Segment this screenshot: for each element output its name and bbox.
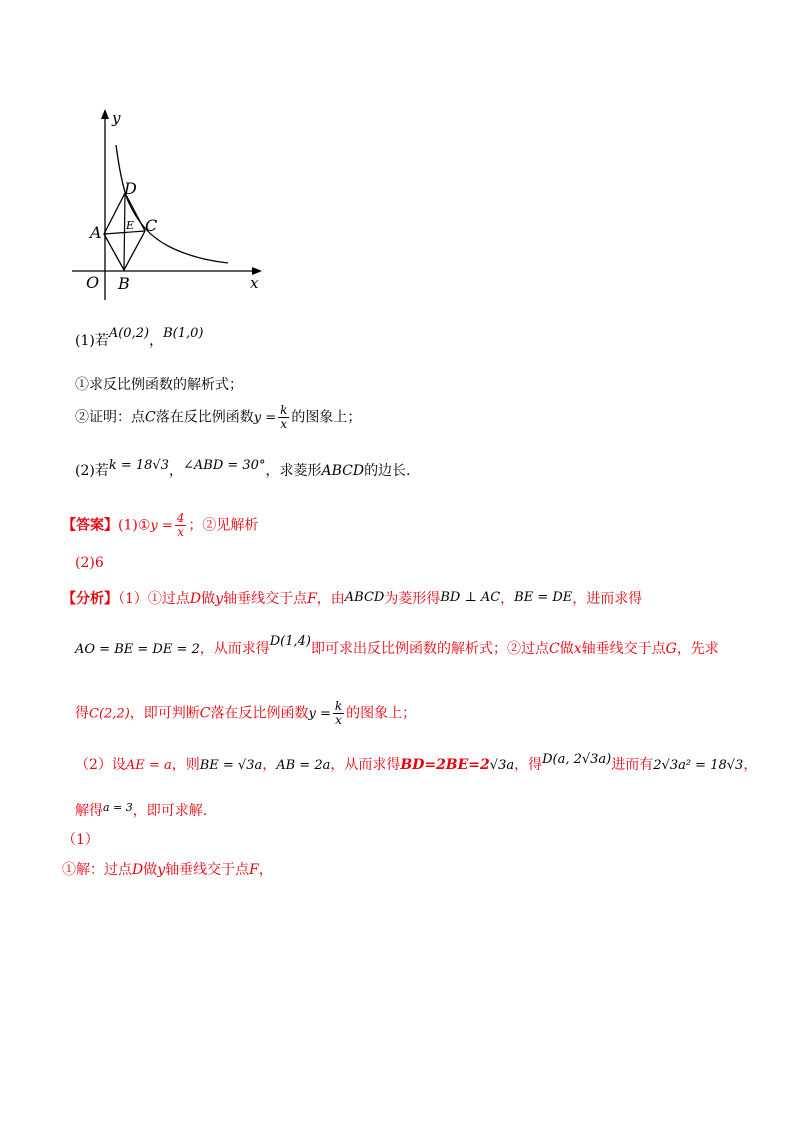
analysis-line-5 xyxy=(75,800,207,820)
analysis-l4b: ，则 xyxy=(171,757,200,773)
q2-prefix: (2)若 xyxy=(75,463,109,479)
analysis-l1e: 为菱形得 xyxy=(384,591,441,607)
question-1-line xyxy=(75,326,204,350)
label-o: O xyxy=(86,273,100,292)
analysis-l3b: ，即可判断 xyxy=(129,705,200,722)
analysis-l3-y: y = xyxy=(308,706,331,722)
analysis-l5b: ，即可求解. xyxy=(132,803,208,819)
solution-l1-d: D xyxy=(132,862,144,878)
solution-l1b: 做 xyxy=(143,862,158,878)
q1-item2-fraction xyxy=(278,404,289,431)
q1-item2-post: 的图象上； xyxy=(291,409,362,426)
analysis-l1a: （1）①过点 xyxy=(118,591,190,607)
analysis-line-1 xyxy=(62,588,642,608)
analysis-l1g: ，进而求得 xyxy=(572,591,643,607)
q2-sep: ， xyxy=(168,463,183,479)
analysis-l2-eq: AO = BE = DE = 2 xyxy=(75,642,200,657)
question-1-item-1: ①求反比例函数的解析式； xyxy=(75,377,243,393)
analysis-l2a: ，从而求得 xyxy=(199,641,270,657)
rhombus-hyperbola-figure xyxy=(60,105,270,305)
analysis-line-3 xyxy=(75,700,416,727)
analysis-l2-x: x xyxy=(573,641,582,657)
analysis-l2-c: C xyxy=(549,641,560,657)
answer-y-eq: y = xyxy=(150,518,173,534)
answer-line-2: (2)6 xyxy=(75,555,104,571)
analysis-l2b: 即可求出反比例函数的解析式；②过点 xyxy=(311,641,549,657)
answer-label: 【答案】 xyxy=(62,517,118,534)
analysis-l1-d: D xyxy=(189,591,202,607)
answer-num: 4 xyxy=(176,511,185,525)
analysis-l4a: （2）设 xyxy=(75,757,126,773)
analysis-l1f: ， xyxy=(500,591,515,607)
solution-l1d: ， xyxy=(258,862,273,878)
q2-angle: ∠ABD = 30° xyxy=(182,458,266,473)
q2-post1: ，求菱形 xyxy=(265,463,322,479)
analysis-line-4 xyxy=(75,754,757,774)
analysis-line-2 xyxy=(75,634,719,658)
analysis-l5-a: a = 3 xyxy=(103,801,133,814)
analysis-l1-y: y xyxy=(215,591,224,607)
analysis-l1-f: F xyxy=(307,591,317,607)
analysis-l4-bd: BD=2BE=2 xyxy=(400,757,490,773)
label-d: D xyxy=(124,179,137,198)
answer-part1: (1)① xyxy=(118,517,151,534)
question-2-line xyxy=(75,460,411,480)
analysis-l5a: 解得 xyxy=(75,803,103,819)
hyperbola-curve xyxy=(116,145,228,263)
analysis-l1-perp: BD ⊥ AC xyxy=(440,590,501,605)
answer-line xyxy=(62,512,258,539)
y-axis-arrow xyxy=(101,109,109,119)
solution-line-1 xyxy=(62,859,273,879)
analysis-l1-abcd: ABCD xyxy=(344,590,385,605)
analysis-l4-ae: AE = a xyxy=(125,758,172,773)
analysis-l4-bd2: √3a xyxy=(489,758,515,773)
analysis-l3-den: x xyxy=(335,713,342,727)
q1-item2-den: x xyxy=(280,417,288,431)
analysis-l1c: 轴垂线交于点 xyxy=(223,591,308,607)
q2-abcd: ABCD xyxy=(321,463,365,479)
label-a: A xyxy=(90,223,102,242)
solution-l1c: 轴垂线交于点 xyxy=(165,862,250,878)
q2-k-expr: k = 18√3 xyxy=(108,458,169,473)
analysis-l3-num: k xyxy=(334,699,343,713)
analysis-l4g: ， xyxy=(743,757,758,773)
analysis-l1-eq: BE = DE xyxy=(514,590,573,605)
analysis-l2d: 轴垂线交于点 xyxy=(581,641,666,657)
analysis-l4f: 进而有 xyxy=(611,757,654,773)
analysis-l4d: ，从而求得 xyxy=(330,757,401,773)
analysis-l3-c2: C xyxy=(199,705,211,722)
q2-post2: 的边长. xyxy=(364,463,411,479)
analysis-l3a: 得 xyxy=(75,705,89,722)
q1-item2-pre: ②证明：点 xyxy=(75,409,145,426)
question-1-item-2 xyxy=(75,404,361,431)
analysis-l4-eqn: 2√3a² = 18√3 xyxy=(653,758,744,773)
solution-l1-f: F xyxy=(249,862,259,878)
q1-item2-y: y = xyxy=(253,410,277,426)
solution-l1a: ①解：过点 xyxy=(62,862,132,878)
analysis-l2-d: D(1,4) xyxy=(269,634,311,649)
q1-sep: ， xyxy=(149,333,164,349)
analysis-l2-g: G xyxy=(665,641,677,657)
solution-l1-y: y xyxy=(157,862,166,878)
q1-item2-c: C xyxy=(145,409,156,426)
answer-part2: ；②见解析 xyxy=(188,517,259,534)
q1-point-b: B(1,0) xyxy=(163,326,204,341)
analysis-l2c: 做 xyxy=(559,641,574,657)
analysis-l3-fraction xyxy=(333,700,344,727)
label-b: B xyxy=(118,274,130,293)
label-y: y xyxy=(112,109,121,127)
analysis-l4-dpt: D(a, 2√3a) xyxy=(542,752,612,767)
analysis-l4-be: BE = √3a xyxy=(199,758,263,773)
label-e: E xyxy=(126,219,135,232)
analysis-l1d: ，由 xyxy=(316,591,345,607)
q1-item2-mid: 落在反比例函数 xyxy=(155,409,254,426)
analysis-l1b: 做 xyxy=(201,591,216,607)
analysis-l3-c: C(2,2) xyxy=(89,706,130,722)
answer-fraction xyxy=(175,512,187,539)
analysis-l4-ab: AB = 2a xyxy=(276,758,331,773)
analysis-l4e: ，得 xyxy=(514,757,543,773)
q1-item2-num: k xyxy=(280,403,288,417)
analysis-l4c: ， xyxy=(262,757,277,773)
answer-den: x xyxy=(177,525,184,539)
analysis-l2e: ，先求 xyxy=(676,641,719,657)
analysis-label: 【分析】 xyxy=(62,591,118,607)
analysis-l3d: 的图象上； xyxy=(346,705,417,722)
label-x: x xyxy=(250,274,259,292)
solution-part-1: （1） xyxy=(62,832,99,848)
diagonal-bd xyxy=(124,193,125,270)
label-c: C xyxy=(145,216,158,235)
analysis-l3c: 落在反比例函数 xyxy=(210,705,309,722)
q1-prefix: (1)若 xyxy=(75,333,109,349)
q1-point-a: A(0,2) xyxy=(108,326,150,341)
